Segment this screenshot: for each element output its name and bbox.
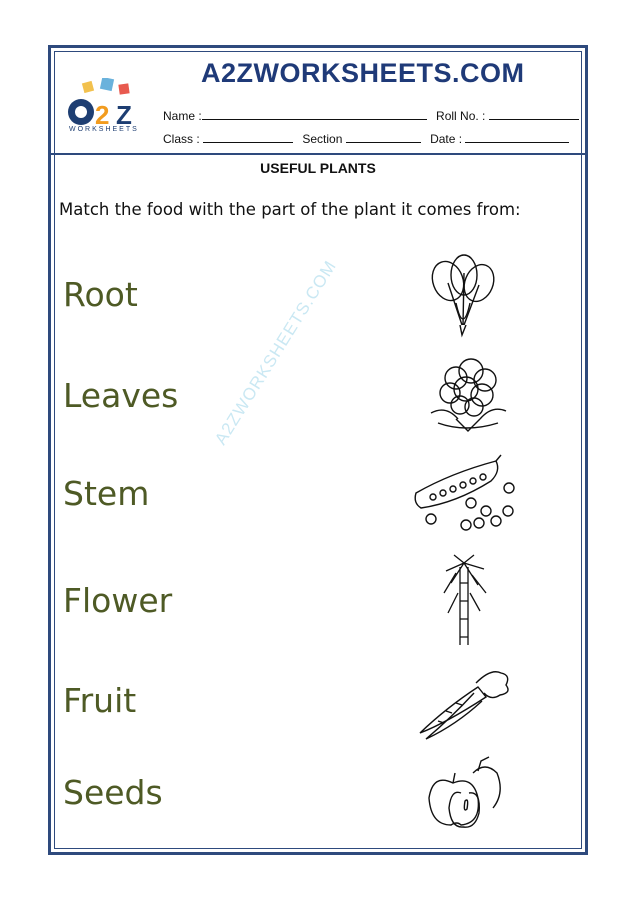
date-label: Date : (430, 132, 463, 146)
class-field[interactable] (203, 131, 293, 143)
section-field[interactable] (346, 131, 421, 143)
part-root: Root (63, 275, 138, 314)
roll-label: Roll No. : (436, 109, 486, 123)
logo-text: WORKSHEETS (69, 126, 139, 133)
part-seeds: Seeds (63, 773, 163, 812)
part-stem: Stem (63, 474, 150, 513)
sugarcane-icon (436, 553, 496, 652)
instruction: Match the food with the part of the plant it comes from: (59, 200, 521, 219)
cauliflower-icon (426, 353, 511, 442)
watermark: A2ZWORKSHEETS.COM (211, 256, 341, 449)
class-row (163, 131, 569, 146)
part-leaves: Leaves (63, 376, 179, 415)
peas-icon (411, 453, 521, 542)
roll-field[interactable] (489, 108, 579, 120)
carrot-icon (416, 663, 516, 747)
name-label: Name : (163, 109, 202, 123)
part-flower: Flower (63, 581, 173, 620)
part-fruit: Fruit (63, 681, 137, 720)
svg-text:Z: Z (116, 100, 132, 130)
name-row (163, 108, 579, 123)
site-title: A2ZWORKSHEETS.COM (201, 58, 525, 88)
apple-icon (423, 753, 508, 837)
name-field[interactable] (202, 108, 427, 120)
spinach-icon (426, 253, 501, 342)
a2z-logo (61, 78, 156, 138)
worksheet-title: USEFUL PLANTS (260, 160, 376, 176)
svg-text:2: 2 (95, 100, 110, 130)
date-field[interactable] (465, 131, 569, 143)
section-label: Section (302, 132, 343, 146)
header (51, 48, 585, 155)
worksheet-frame (48, 45, 588, 855)
class-label: Class : (163, 132, 200, 146)
